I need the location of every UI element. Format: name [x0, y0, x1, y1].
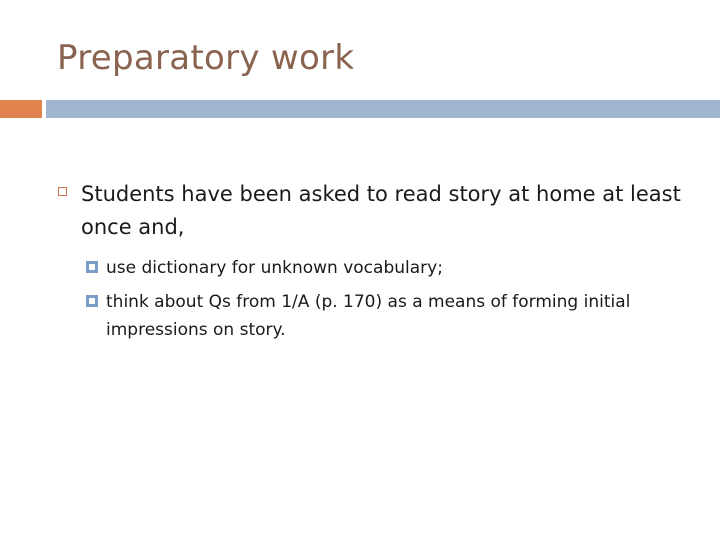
title-accent-bar — [0, 100, 42, 118]
bullet-text: Students have been asked to read story at home at least once and, — [81, 182, 681, 239]
filled-square-icon — [86, 295, 98, 307]
hollow-square-icon — [58, 187, 67, 196]
filled-square-icon — [86, 261, 98, 273]
title-divider-bar — [46, 100, 720, 118]
sub-bullet-text: think about Qs from 1/A (p. 170) as a means of forming initial impressions on story. — [106, 292, 631, 340]
slide-title: Preparatory work — [57, 38, 355, 78]
sub-bullet-text: use dictionary for unknown vocabulary; — [106, 258, 443, 278]
